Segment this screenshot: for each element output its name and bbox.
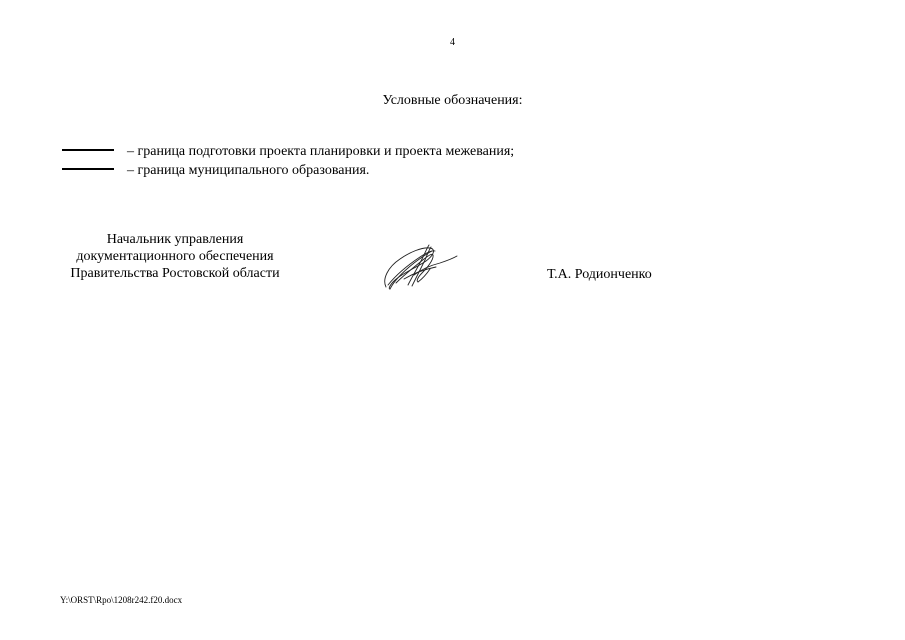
legend-item-label: – граница муниципального образования. (127, 163, 370, 178)
page-number: 4 (450, 37, 455, 48)
handwritten-signature (378, 239, 460, 293)
legend-item-label: – граница подготовки проекта планировки и проекта межевания; (127, 144, 515, 159)
signer-position-line: Начальник управления (106, 232, 244, 247)
planning-boundary-line-symbol (62, 149, 114, 151)
legend-item-municipal-boundary (60, 162, 760, 178)
signer-position-line: документационного обеспечения (76, 249, 274, 264)
legend-title: Условные обозначения: (382, 93, 523, 108)
signer-name: Т.А. Родионченко (547, 267, 652, 282)
legend-item-planning-boundary (60, 143, 760, 159)
signer-position (50, 231, 300, 282)
municipal-boundary-line-symbol (62, 168, 114, 170)
signer-position-line: Правительства Ростовской области (70, 266, 280, 281)
file-path-footer: Y:\ORST\Rpo\1208r242.f20.docx (60, 595, 183, 605)
